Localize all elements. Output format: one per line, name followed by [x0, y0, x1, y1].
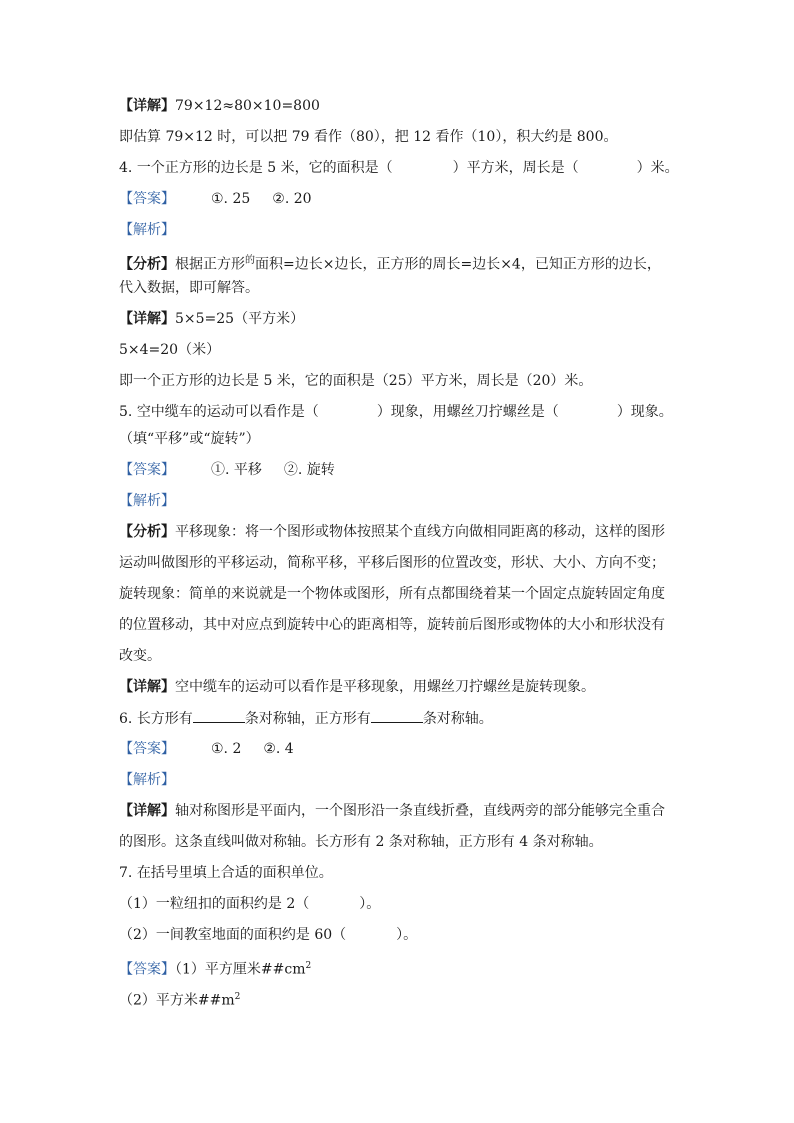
detail-text: 即一个正方形的边长是 5 米，它的面积是（25）平方米，周长是（20）米。 [119, 373, 593, 389]
detail-text: 79×12≈80×10=800 [175, 98, 320, 114]
detail-6-line-1 [119, 801, 684, 832]
question-6 [119, 708, 684, 739]
question-text: 空中缆车的运动可以看作是（ [136, 404, 319, 420]
detail-text: 空中缆车的运动可以看作是平移现象，用螺丝刀拧螺丝是旋转现象。 [175, 679, 595, 695]
label-detail: 【详解】 [119, 679, 175, 695]
analysis-5-line-2 [119, 553, 684, 584]
question-text: ）平方米，周长是（ [452, 160, 579, 176]
answer-4 [119, 189, 684, 220]
analysis-text: 根据正方形 [175, 256, 245, 273]
label-answer: 【答案】 [119, 741, 175, 757]
question-5 [119, 402, 684, 429]
question-5-hint [119, 429, 684, 460]
answer-value: ①. 2 [211, 741, 242, 757]
detail-4-line-1 [119, 309, 684, 340]
question-text: 长方形有 [136, 711, 193, 727]
label-detail: 【详解】 [119, 98, 175, 114]
detail-text: 5×4=20（米） [119, 342, 221, 358]
analysis-text: 旋转现象：简单的来说就是一个物体或图形，所有点都围绕着某一个固定点旋转固定角度 [119, 586, 665, 602]
answer-7-line-1 [119, 956, 684, 987]
analysis-4-header [119, 220, 684, 251]
answer-value: ②. 4 [263, 741, 294, 757]
detail-text: 5×5=25（平方米） [175, 311, 305, 327]
line-detail-1 [119, 96, 684, 127]
analysis-4-line-1 [119, 251, 684, 278]
question-text: ）现象，用螺丝刀拧螺丝是（ [376, 404, 559, 420]
question-text: 一个正方形的边长是 5 米，它的面积是（ [136, 160, 393, 176]
question-4 [119, 158, 684, 189]
document-page [119, 96, 684, 1018]
label-analysis: 【解析】 [119, 772, 175, 788]
estimate-text: 即估算 79×12 时，可以把 79 看作（80），把 12 看作（10），积大约是 800。 [119, 129, 618, 145]
analysis-6-header [119, 770, 684, 801]
label-fenxi: 【分析】 [119, 256, 175, 273]
question-text: ）现象。 [616, 404, 673, 420]
detail-text: 轴对称图形是平面内，一个图形沿一条直线折叠，直线两旁的部分能够完全重合 [175, 803, 665, 819]
superscript: 2 [305, 961, 312, 971]
label-analysis: 【解析】 [119, 493, 175, 509]
analysis-text: 运动叫做图形的平移运动，简称平移，平移后图形的位置改变，形状、大小、方向不变； [119, 555, 665, 571]
detail-4-line-2 [119, 340, 684, 371]
answer-value: ②. 旋转 [283, 462, 335, 478]
label-detail: 【详解】 [119, 311, 175, 327]
superscript: 2 [234, 992, 241, 1002]
answer-5 [119, 460, 684, 491]
analysis-5-line-5 [119, 646, 684, 677]
analysis-5-line-4 [119, 615, 684, 646]
question-7-part-2 [119, 925, 684, 956]
label-answer: 【答案】 [119, 462, 175, 478]
analysis-text: 改变。 [119, 648, 161, 664]
answer-7-line-2 [119, 987, 684, 1018]
line-estimate [119, 127, 684, 158]
question-text: （1）一粒纽扣的面积约是 2（ [119, 896, 310, 912]
label-fenxi: 【分析】 [119, 524, 175, 540]
label-detail: 【详解】 [119, 803, 175, 819]
answer-blank [371, 708, 423, 723]
question-hint: （填“平移”或“旋转”） [119, 431, 260, 447]
analysis-text: 的 [245, 255, 255, 266]
analysis-4-line-2 [119, 278, 684, 309]
label-analysis: 【解析】 [119, 222, 175, 238]
question-number: 5. [119, 404, 133, 420]
detail-text: 的图形。这条直线叫做对称轴。长方形有 2 条对称轴，正方形有 4 条对称轴。 [119, 834, 603, 850]
analysis-5-line-3 [119, 584, 684, 615]
label-answer: 【答案】 [119, 961, 175, 978]
question-number: 7. [119, 865, 133, 881]
question-text: 条对称轴，正方形有 [244, 711, 371, 727]
answer-value: ①. 平移 [211, 462, 262, 478]
analysis-text: 面积=边长×边长，正方形的周长=边长×4，已知正方形的边长， [255, 256, 661, 273]
label-answer: 【答案】 [119, 191, 175, 207]
question-text: （2）一间教室地面的面积约是 60（ [119, 927, 347, 943]
analysis-text: 代入数据，即可解答。 [119, 280, 259, 296]
analysis-text: 平移现象：将一个图形或物体按照某个直线方向做相同距离的移动，这样的图形 [175, 524, 665, 540]
question-text: ）米。 [636, 160, 679, 176]
question-text: ）。 [359, 896, 381, 912]
question-number: 4. [119, 160, 133, 176]
question-text: ）。 [396, 927, 418, 943]
answer-value: ②. 20 [272, 191, 312, 207]
analysis-5-line-1 [119, 522, 684, 553]
question-7 [119, 863, 684, 894]
answer-blank [193, 708, 245, 723]
answer-6 [119, 739, 684, 770]
question-text: 条对称轴。 [422, 711, 493, 727]
question-number: 6. [119, 711, 133, 727]
answer-value: ①. 25 [211, 191, 251, 207]
analysis-5-header [119, 491, 684, 522]
detail-5 [119, 677, 684, 708]
analysis-text: 的位置移动，其中对应点到旋转中心的距离相等，旋转前后图形或物体的大小和形状没有 [119, 617, 665, 633]
answer-value: （2）平方米##m [119, 992, 235, 1009]
question-7-part-1 [119, 894, 684, 925]
detail-6-line-2 [119, 832, 684, 863]
question-text: 在括号里填上合适的面积单位。 [136, 865, 333, 881]
detail-4-line-3 [119, 371, 684, 402]
answer-value: （1）平方厘米##cm [175, 961, 306, 978]
